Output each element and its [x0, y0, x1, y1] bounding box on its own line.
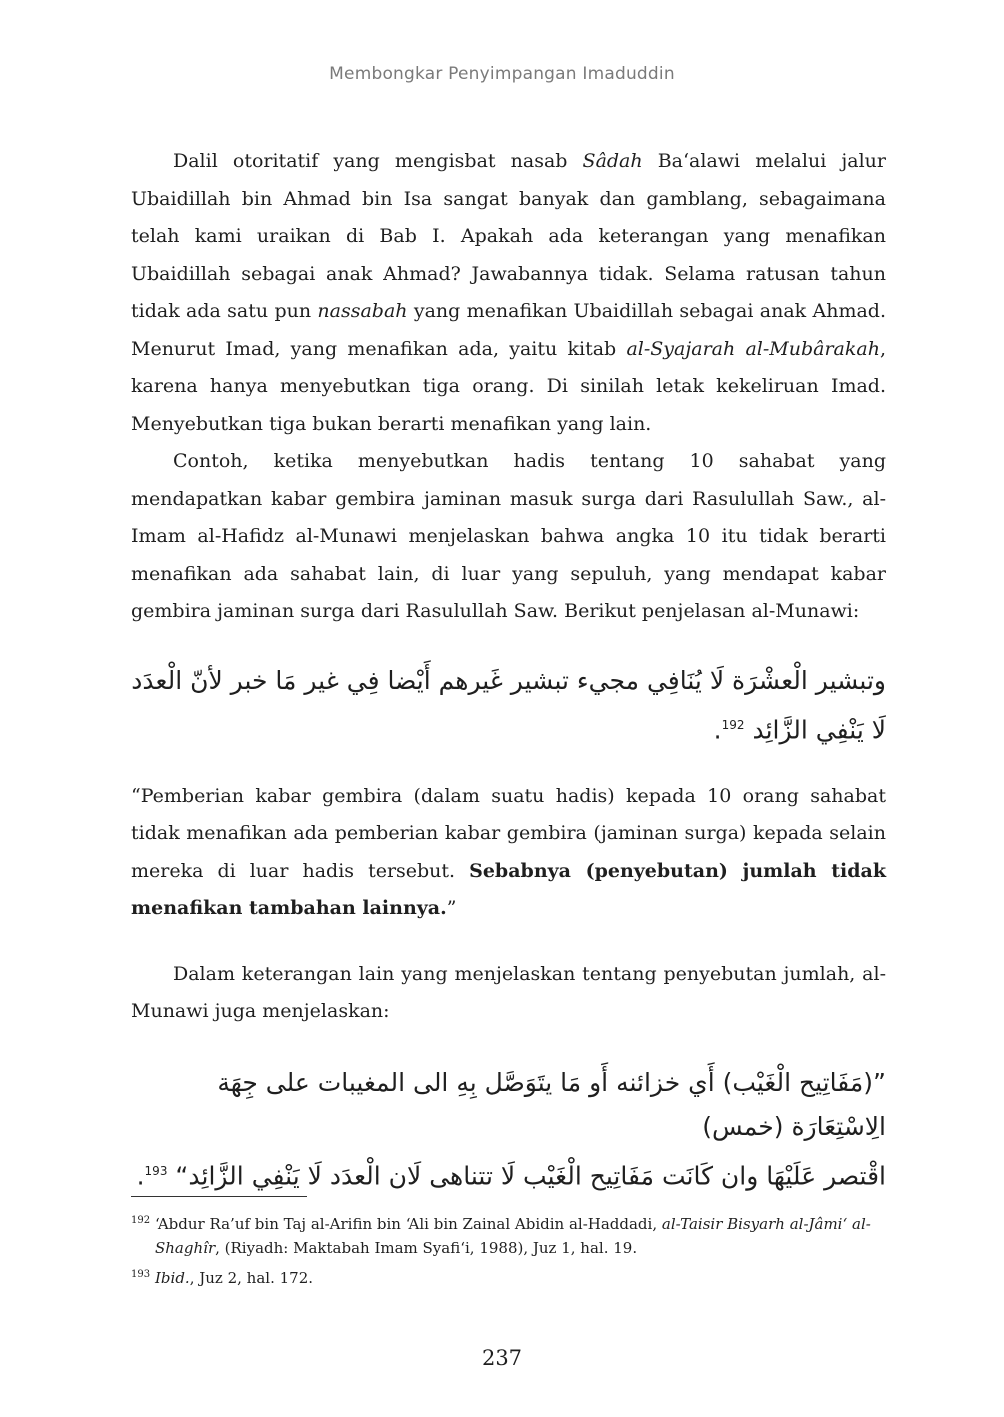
arabic-line-2 — [131, 1149, 886, 1198]
italic-term: Sâdah — [582, 150, 643, 172]
text-span: ” — [446, 897, 457, 920]
footnote-ref[interactable]: 192 — [721, 717, 745, 732]
bold-text: Sebabnya (penyebutan) jumlah tidak menafikan tambahan lainnya. — [131, 859, 886, 920]
footnote-number: 192 — [131, 1215, 151, 1226]
text-span: yang menafikan Ubaidillah sebagai anak Ahmad. Menurut Imad, yang menafikan ada, yaitu kitab — [131, 300, 886, 360]
ibid-text: Ibid. — [155, 1269, 190, 1287]
italic-term: nassabah — [317, 300, 408, 322]
page-number: 237 — [481, 1346, 523, 1370]
text-span: , (Riyadh: Maktabah Imam Syafi‘i, 1988), Juz 1, hal. 19. — [215, 1239, 638, 1257]
paragraph-1 — [131, 143, 886, 443]
footnote-ref[interactable]: 193 — [144, 1163, 168, 1178]
text-span: ‘Abdur Ra’uf bin Taj al-Arifin bin ‘Ali bin Zainal Abidin al-Haddadi, — [155, 1215, 662, 1233]
footnotes — [131, 1212, 886, 1296]
book-title: al-Taisir Bisyarh al-Jâmi‘ al-Shaghîr — [155, 1215, 871, 1257]
footnote-193 — [131, 1266, 886, 1290]
paragraph-2: Contoh, ketika menyebutkan hadis tentang 10 sahabat yang mendapatkan kabar gembira jaminan masuk surga dari Rasulullah Saw., al-Imam al-Hafidz al-Munawi menjelaskan bahwa angka 10 itu tidak berarti menafikan ada sahabat lain, di luar yang sepuluh, yang mendapat kabar gembira jaminan surga dari Rasulullah Saw. Berikut penjelasan al-Munawi: — [131, 450, 886, 622]
body-text — [131, 143, 886, 1198]
arabic-quote-2 — [131, 1061, 886, 1198]
italic-term: al-Syajarah al-Mubârakah — [626, 337, 880, 360]
arabic-quote-1 — [131, 659, 886, 752]
text-span: Dalil otoritatif yang mengisbat nasab — [173, 150, 583, 172]
text-span: “Pemberian kabar gembira (dalam suatu hadis) kepada 10 orang sahabat tidak menafikan ada pemberian kabar gembira (jaminan surga) kepada selain mereka di luar hadis tersebut. — [131, 784, 886, 882]
arabic-period: . — [136, 1161, 145, 1191]
arabic-line-1: ”(مَفَاتِيح الْغَيْب) أَي خزائنه أَو مَا يتَوَصَّل بِهِ الى المغيبات على جِهَة الِاسْتِعَارَة (خمس) — [217, 1067, 886, 1141]
footnote-number: 193 — [131, 1269, 151, 1280]
footnote-text — [155, 1212, 886, 1260]
footnote-text — [155, 1266, 886, 1290]
arabic-period: . — [713, 714, 722, 744]
paragraph-4: Dalam keterangan lain yang menjelaskan tentang penyebutan jumlah, al-Munawi juga menjelaskan: — [131, 962, 886, 1023]
footnote-divider — [131, 1196, 307, 1197]
text-span: , Juz 2, hal. 172. — [189, 1269, 313, 1287]
footnote-192 — [131, 1212, 886, 1260]
running-header: Membongkar Penyimpangan Imaduddin — [329, 64, 675, 84]
text-span: Ba‘alawi melalui jalur Ubaidillah bin Ahmad bin Isa sangat banyak dan gamblang, sebagaimana telah kami uraikan di Bab I. Apakah ada keterangan yang menafikan Ubaidillah sebagai anak Ahmad? Jawabannya tidak. Selama ratusan tahun tidak ada satu pun — [131, 150, 886, 322]
arabic-text: اقْتصر عَلَيْهَا وان كَانَت مَفَاتِيح الْغَيْب لَا تتناهى لَان الْعدَد لَا يَنْفِي الزَّائِد“ — [175, 1161, 886, 1191]
arabic-text: وتبشير الْعشْرَة لَا يُنَافِي مجيء تبشير غَيرهم أَيْضا فِي غير مَا خبر لأنّ الْعدَد لَا يَنْفِي الزَّائِد — [131, 665, 886, 744]
text-span: , karena hanya menyebutkan tiga orang. Di sinilah letak kekeliruan Imad. Menyebutkan tiga bukan berarti menafikan yang lain. — [131, 337, 886, 435]
translation-paragraph — [131, 778, 886, 928]
